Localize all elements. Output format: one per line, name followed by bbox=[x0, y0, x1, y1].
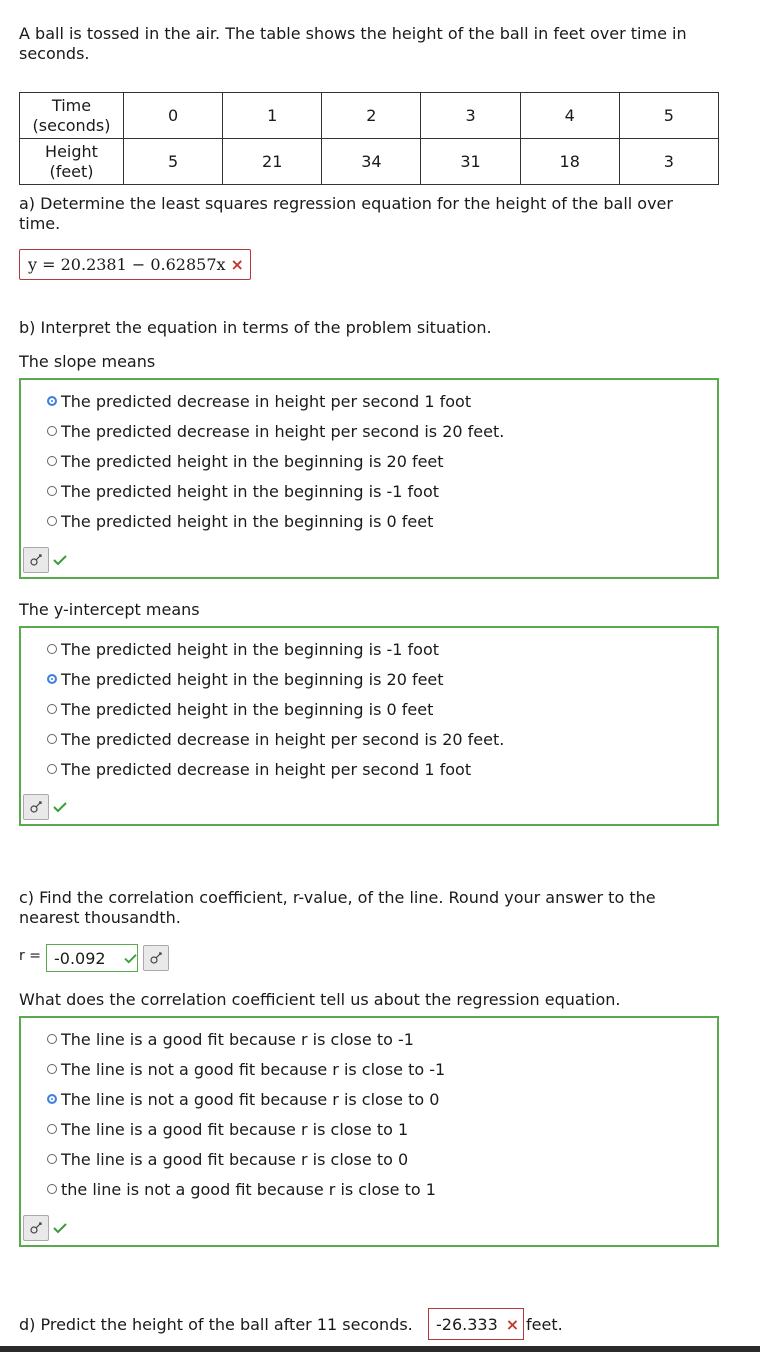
intercept-options-group bbox=[19, 626, 719, 826]
correlation-option[interactable]: The line is not a good fit because r is close to -1 bbox=[47, 1058, 445, 1080]
slope-option[interactable]: The predicted height in the beginning is 20 feet bbox=[47, 450, 444, 472]
radio-icon[interactable] bbox=[47, 704, 57, 714]
table-cell: 31 bbox=[421, 139, 520, 185]
unit-label: feet. bbox=[526, 1315, 563, 1334]
incorrect-icon: × bbox=[230, 255, 244, 274]
prediction-value: -26.333 bbox=[436, 1314, 498, 1334]
key-icon[interactable] bbox=[23, 1215, 49, 1241]
intercept-prompt: The y-intercept means bbox=[19, 600, 200, 619]
intercept-feedback-row bbox=[23, 792, 67, 822]
table-cell: 3 bbox=[619, 139, 718, 185]
table-cell: 21 bbox=[223, 139, 322, 185]
row-header-height: Height (feet) bbox=[20, 139, 124, 185]
radio-icon[interactable] bbox=[47, 764, 57, 774]
radio-selected-icon[interactable] bbox=[47, 674, 57, 684]
radio-icon[interactable] bbox=[47, 1064, 57, 1074]
part-d-question: d) Predict the height of the ball after 11 seconds. bbox=[19, 1315, 413, 1334]
part-c-question: c) Find the correlation coefficient, r-value, of the line. Round your answer to the nearest thousandth. bbox=[19, 888, 656, 927]
correlation-feedback-row bbox=[23, 1213, 67, 1243]
equation-text: y = 20.2381 − 0.62857x bbox=[28, 255, 226, 274]
key-icon[interactable] bbox=[23, 794, 49, 820]
table-cell: 5 bbox=[124, 139, 223, 185]
radio-icon[interactable] bbox=[47, 426, 57, 436]
slope-option[interactable]: The predicted decrease in height per second 1 foot bbox=[47, 390, 471, 412]
check-icon bbox=[124, 953, 137, 964]
problem-intro: A ball is tossed in the air. The table shows the height of the ball in feet over time in seconds. bbox=[19, 24, 687, 63]
radio-icon[interactable] bbox=[47, 456, 57, 466]
incorrect-icon: × bbox=[505, 1314, 520, 1334]
radio-icon[interactable] bbox=[47, 1184, 57, 1194]
intercept-option[interactable]: The predicted decrease in height per second is 20 feet. bbox=[47, 728, 504, 750]
slope-feedback-row bbox=[23, 545, 67, 575]
slope-option[interactable]: The predicted decrease in height per second is 20 feet. bbox=[47, 420, 504, 442]
slope-option[interactable]: The predicted height in the beginning is -1 foot bbox=[47, 480, 439, 502]
correlation-option[interactable]: the line is not a good fit because r is close to 1 bbox=[47, 1178, 436, 1200]
check-icon bbox=[53, 801, 67, 813]
table-row-height bbox=[20, 139, 719, 185]
data-table bbox=[19, 92, 719, 185]
key-icon[interactable] bbox=[23, 547, 49, 573]
slope-option[interactable]: The predicted height in the beginning is 0 feet bbox=[47, 510, 433, 532]
radio-selected-icon[interactable] bbox=[47, 1094, 57, 1104]
table-cell: 4 bbox=[520, 93, 619, 139]
intercept-option[interactable]: The predicted height in the beginning is 20 feet bbox=[47, 668, 444, 690]
correlation-option[interactable]: The line is a good fit because r is close to 1 bbox=[47, 1118, 408, 1140]
table-cell: 0 bbox=[124, 93, 223, 139]
correlation-option[interactable]: The line is a good fit because r is close to -1 bbox=[47, 1028, 414, 1050]
prediction-input[interactable] bbox=[428, 1308, 524, 1340]
table-cell: 5 bbox=[619, 93, 718, 139]
radio-icon[interactable] bbox=[47, 734, 57, 744]
slope-options-group bbox=[19, 378, 719, 579]
correlation-option[interactable]: The line is not a good fit because r is close to 0 bbox=[47, 1088, 439, 1110]
part-a-question: a) Determine the least squares regression equation for the height of the ball over time. bbox=[19, 194, 673, 233]
table-cell: 34 bbox=[322, 139, 421, 185]
check-icon bbox=[53, 1222, 67, 1234]
slope-prompt: The slope means bbox=[19, 352, 156, 371]
part-b-question: b) Interpret the equation in terms of the problem situation. bbox=[19, 318, 492, 337]
table-row-time bbox=[20, 93, 719, 139]
correlation-followup: What does the correlation coefficient tell us about the regression equation. bbox=[19, 990, 621, 1009]
radio-icon[interactable] bbox=[47, 1154, 57, 1164]
table-cell: 2 bbox=[322, 93, 421, 139]
intercept-option[interactable]: The predicted decrease in height per second 1 foot bbox=[47, 758, 471, 780]
check-icon bbox=[53, 554, 67, 566]
intercept-option[interactable]: The predicted height in the beginning is 0 feet bbox=[47, 698, 433, 720]
radio-icon[interactable] bbox=[47, 1034, 57, 1044]
table-cell: 18 bbox=[520, 139, 619, 185]
regression-equation-answer[interactable] bbox=[19, 249, 251, 280]
radio-icon[interactable] bbox=[47, 1124, 57, 1134]
row-header-time: Time (seconds) bbox=[20, 93, 124, 139]
r-value-text: -0.092 bbox=[54, 948, 106, 968]
key-icon[interactable] bbox=[143, 945, 169, 971]
intercept-option[interactable]: The predicted height in the beginning is -1 foot bbox=[47, 638, 439, 660]
table-cell: 3 bbox=[421, 93, 520, 139]
r-value-input[interactable] bbox=[46, 944, 138, 972]
correlation-options-group bbox=[19, 1016, 719, 1247]
radio-icon[interactable] bbox=[47, 486, 57, 496]
radio-selected-icon[interactable] bbox=[47, 396, 57, 406]
table-cell: 1 bbox=[223, 93, 322, 139]
r-label: r = bbox=[19, 948, 41, 964]
radio-icon[interactable] bbox=[47, 644, 57, 654]
radio-icon[interactable] bbox=[47, 516, 57, 526]
window-bottom-edge bbox=[0, 1346, 760, 1352]
correlation-option[interactable]: The line is a good fit because r is close to 0 bbox=[47, 1148, 408, 1170]
